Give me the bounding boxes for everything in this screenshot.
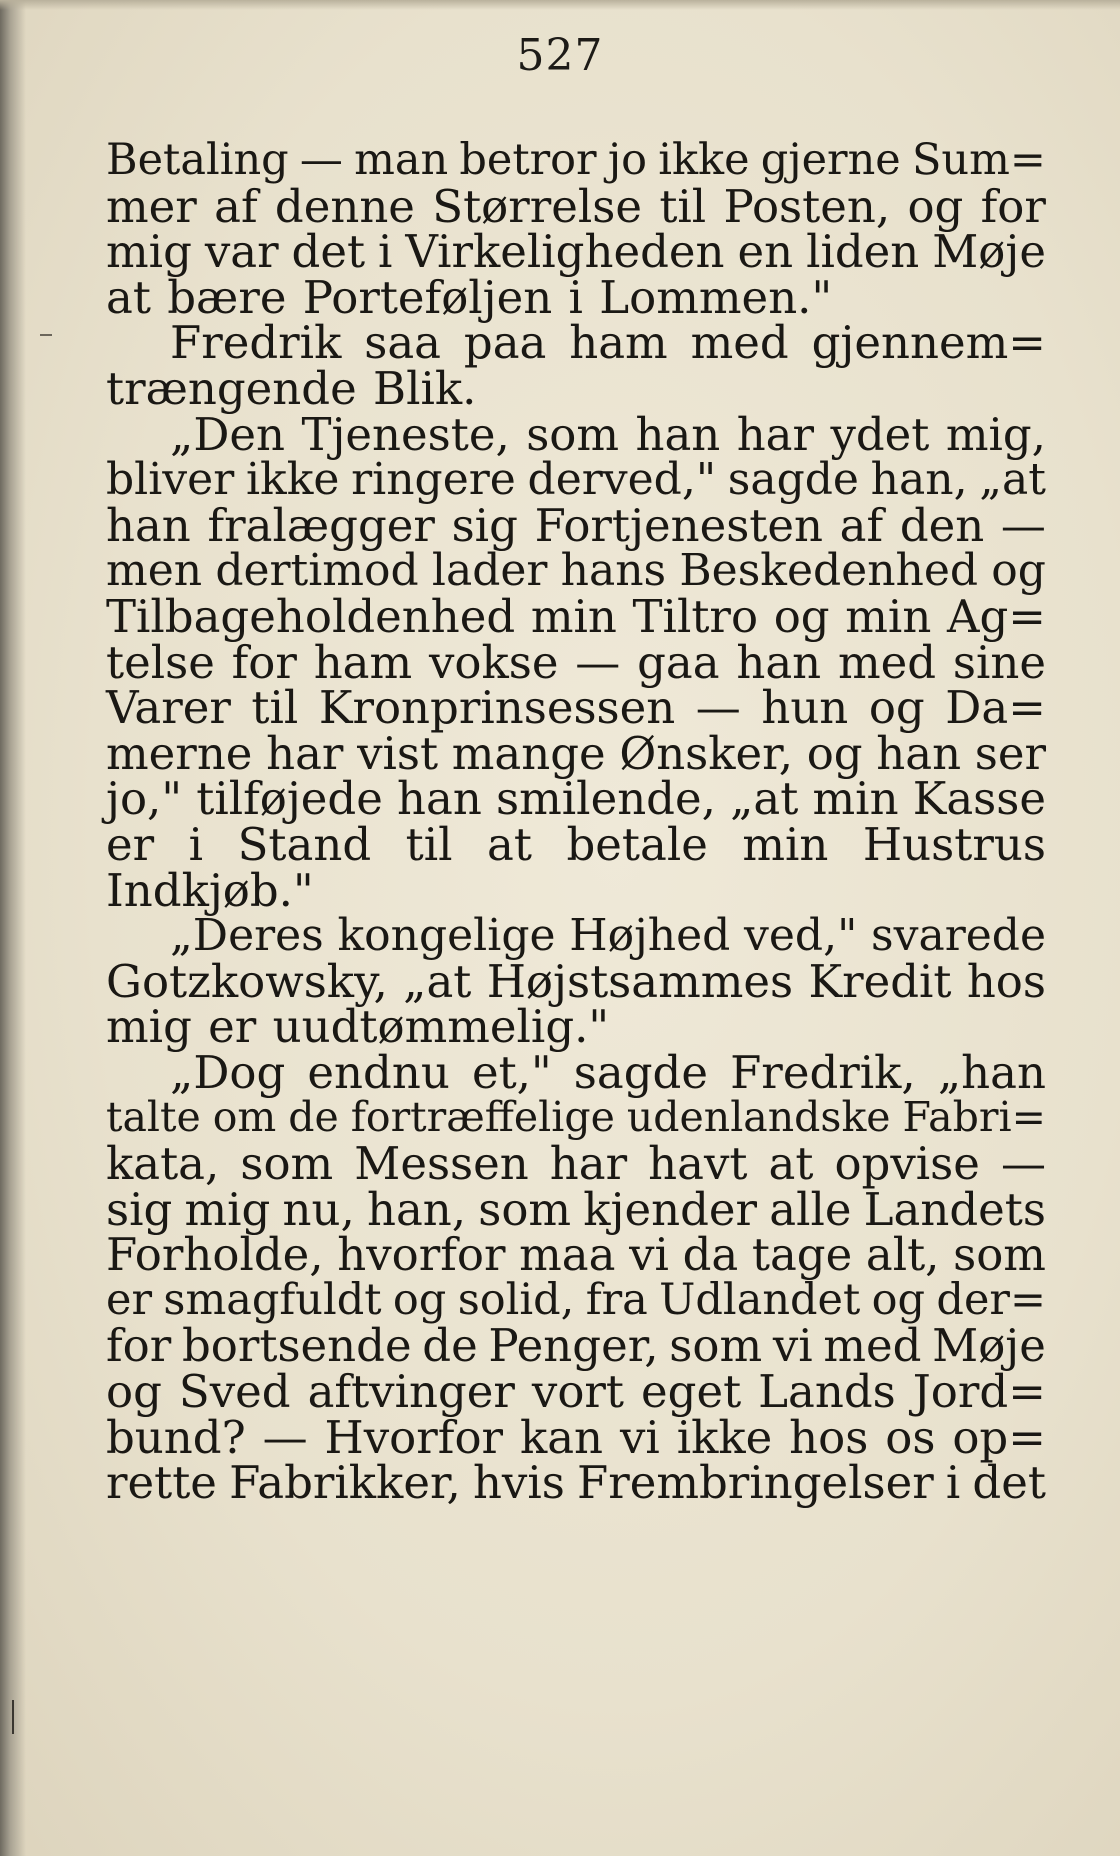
word: sagde — [573, 1045, 708, 1099]
word: telse — [106, 635, 215, 689]
word: ved," — [744, 910, 858, 962]
word: — — [1000, 498, 1046, 552]
word: vi — [772, 1319, 813, 1373]
word: Forholde, — [106, 1228, 324, 1282]
word: sig — [106, 1182, 173, 1236]
word: hos — [789, 1410, 869, 1464]
text-line — [106, 1228, 1046, 1282]
word: et," — [471, 1045, 552, 1099]
word: har — [549, 1137, 628, 1191]
word: jo," — [106, 772, 183, 826]
word: op= — [952, 1410, 1046, 1464]
word: Højstsammes — [486, 954, 794, 1008]
word: paa — [463, 316, 547, 370]
word: for — [231, 635, 297, 689]
word: han — [106, 498, 191, 552]
word: og — [806, 726, 863, 780]
text-line — [106, 407, 1046, 461]
word: smagfuldt — [163, 1274, 382, 1325]
word: til — [659, 179, 707, 233]
word: Penger, — [488, 1319, 659, 1373]
word: hans — [560, 545, 667, 597]
word: er — [106, 817, 155, 871]
word: Tjeneste, — [301, 407, 510, 461]
edge-mark — [12, 1700, 14, 1734]
word: betale — [566, 817, 708, 871]
word: Hvorfor — [324, 1410, 504, 1464]
word: til — [251, 681, 299, 735]
word: har — [266, 726, 344, 780]
word: at — [487, 817, 532, 871]
word: som — [240, 1137, 334, 1191]
word: fortræffelige — [350, 1093, 615, 1142]
word: mig — [106, 225, 192, 279]
text-line — [106, 1095, 1046, 1141]
word: tilføjede — [196, 772, 383, 826]
word: betror — [459, 135, 597, 185]
word: Landets — [863, 1182, 1046, 1236]
word: som — [669, 1319, 763, 1373]
word: kata, — [106, 1137, 220, 1191]
text-line: mig er uudtømmelig." — [106, 1000, 610, 1054]
word: Ønsker, — [619, 726, 794, 780]
word: Da= — [945, 681, 1046, 735]
word: og — [991, 545, 1046, 597]
text-line — [106, 179, 1046, 233]
text-line — [106, 1456, 1046, 1510]
word: gjennem= — [811, 316, 1046, 370]
text-line — [106, 498, 1046, 552]
word: som — [478, 1182, 572, 1236]
word: Fredrik, — [730, 1045, 916, 1099]
text-line — [106, 1410, 1046, 1464]
body-text — [106, 135, 1046, 1510]
word: fralægger — [207, 498, 435, 552]
word: Kredit — [808, 954, 952, 1008]
text-line — [106, 454, 1046, 506]
word: Tilbageholdenhed — [106, 589, 516, 643]
word: alt, — [865, 1228, 940, 1282]
word: ser — [974, 726, 1046, 780]
text-line — [106, 135, 1046, 185]
word: merne — [106, 726, 253, 780]
word: Kasse — [912, 772, 1046, 826]
word: „at — [979, 454, 1046, 506]
word: man — [354, 135, 449, 185]
word: han, — [366, 1182, 467, 1236]
word: Møje — [932, 225, 1046, 279]
word: med — [823, 1319, 922, 1373]
word: kan — [519, 1410, 604, 1464]
word: for — [106, 1319, 172, 1373]
word: det — [291, 225, 366, 279]
word: og — [773, 589, 830, 643]
text-line — [106, 316, 1046, 370]
word: i — [945, 1456, 961, 1510]
word: hun — [761, 681, 849, 735]
word: mange — [451, 726, 606, 780]
word: „Den — [170, 407, 286, 461]
word: — — [1000, 1137, 1046, 1191]
word: som — [526, 407, 620, 461]
word: Gotzkowsky, — [106, 954, 388, 1008]
word: kjender — [583, 1182, 758, 1236]
text-line — [106, 545, 1046, 597]
word: „at — [403, 954, 472, 1008]
word: med — [690, 316, 789, 370]
word: tage — [751, 1228, 853, 1282]
word: sagde — [727, 454, 859, 506]
word: saa — [364, 316, 441, 370]
word: af — [839, 498, 884, 552]
word: som — [953, 1228, 1046, 1282]
word: maa — [519, 1228, 616, 1282]
word: gjerne — [760, 135, 901, 185]
page-top-edge — [0, 0, 1120, 10]
word: ham — [313, 635, 413, 689]
word: Betaling — [106, 135, 289, 185]
word: mig, — [945, 407, 1046, 461]
margin-mark — [40, 334, 52, 336]
text-line — [106, 954, 1046, 1008]
word: Højhed — [569, 910, 731, 962]
word: lader — [431, 545, 548, 597]
word: for — [980, 179, 1046, 233]
word: derved," — [527, 454, 717, 506]
word: havt — [648, 1137, 748, 1191]
word: var — [204, 225, 279, 279]
word: Møje — [932, 1319, 1046, 1373]
word: vort — [531, 1365, 625, 1419]
word: Fredrik — [170, 316, 342, 370]
word: Fortjenesten — [534, 498, 823, 552]
word: Størrelse — [432, 179, 643, 233]
word: Posten, — [723, 179, 891, 233]
text-line — [106, 910, 1046, 962]
word: hos — [966, 954, 1046, 1008]
word: han — [736, 635, 822, 689]
word: til — [405, 817, 453, 871]
word: han — [876, 726, 962, 780]
word: om — [212, 1093, 277, 1142]
word: og — [868, 681, 925, 735]
word: Hustrus — [862, 817, 1046, 871]
text-line: trængende Blik. — [106, 361, 477, 415]
word: os — [885, 1410, 936, 1464]
word: min — [742, 817, 829, 871]
word: vi — [629, 1228, 669, 1282]
word: bortsende — [181, 1319, 412, 1373]
word: Fabri= — [902, 1093, 1046, 1142]
word: dertimod — [215, 545, 419, 597]
text-line — [106, 817, 1046, 871]
text-line — [106, 1319, 1046, 1373]
word: af — [214, 179, 258, 233]
word: smilende, — [496, 772, 716, 826]
word: og — [871, 1274, 926, 1325]
word: ikke — [245, 454, 340, 506]
word: og — [392, 1274, 447, 1325]
word: alle — [769, 1182, 852, 1236]
word: „han — [937, 1045, 1046, 1099]
word: at — [768, 1137, 814, 1191]
word: eget — [641, 1365, 742, 1419]
word: vist — [357, 726, 439, 780]
word: og — [907, 179, 964, 233]
word: han — [397, 772, 482, 826]
word: svarede — [871, 910, 1046, 962]
word: Ag= — [946, 589, 1046, 643]
word: ringere — [351, 454, 516, 506]
word: talte — [106, 1093, 201, 1142]
word: bund? — [106, 1410, 246, 1464]
word: og — [106, 1365, 162, 1419]
word: men — [106, 545, 203, 597]
word: vi — [619, 1410, 660, 1464]
text-line — [106, 1137, 1046, 1191]
word: i — [188, 817, 204, 871]
word: Lands — [758, 1365, 896, 1419]
text-line — [106, 1365, 1046, 1419]
text-line — [106, 726, 1046, 780]
text-line — [106, 681, 1046, 735]
word: gaa — [637, 635, 720, 689]
word: med — [837, 635, 937, 689]
word: „at — [730, 772, 799, 826]
word: min — [845, 589, 932, 643]
word: sig — [451, 498, 518, 552]
word: de — [422, 1319, 478, 1373]
word: ikke — [676, 1410, 773, 1464]
text-line — [106, 589, 1046, 643]
word: Fabrikker, — [229, 1456, 461, 1510]
word: det — [972, 1456, 1046, 1510]
word: ham — [569, 316, 668, 370]
text-line — [106, 1182, 1046, 1236]
word: han, — [870, 454, 968, 506]
word: mig — [184, 1182, 271, 1236]
text-line: Indkjøb." — [106, 863, 314, 917]
word: — — [299, 135, 343, 185]
word: sine — [952, 635, 1046, 689]
word: — — [695, 681, 741, 735]
word: „Deres — [170, 910, 324, 962]
word: de — [288, 1093, 339, 1142]
text-line — [106, 635, 1046, 689]
word: Sved — [178, 1365, 291, 1419]
word: hvorfor — [337, 1228, 506, 1282]
page-number: 527 — [516, 30, 604, 81]
word: opvise — [834, 1137, 980, 1191]
word: udenlandske — [626, 1093, 891, 1142]
word: Stand — [237, 817, 372, 871]
text-line — [106, 772, 1046, 826]
binding-shadow — [0, 0, 26, 1856]
text-line — [106, 1045, 1046, 1099]
word: — — [575, 635, 621, 689]
word: min — [530, 589, 617, 643]
word: fra — [585, 1274, 648, 1325]
word: der= — [936, 1274, 1046, 1325]
word: i — [378, 225, 393, 279]
word: hvis — [472, 1456, 565, 1510]
word: rette — [106, 1456, 217, 1510]
word: denne — [274, 179, 415, 233]
word: ydet — [830, 407, 930, 461]
text-line — [106, 1274, 1046, 1325]
word: — — [262, 1410, 308, 1464]
word: han — [635, 407, 721, 461]
word: min — [812, 772, 899, 826]
word: Messen — [354, 1137, 529, 1191]
word: nu, — [282, 1182, 355, 1236]
word: endnu — [307, 1045, 450, 1099]
word: bliver — [106, 454, 235, 506]
word: liden — [806, 225, 920, 279]
word: kongelige — [337, 910, 556, 962]
word: jo — [607, 135, 648, 185]
word: vokse — [428, 635, 559, 689]
word: solid, — [457, 1274, 575, 1325]
text-line — [106, 225, 1046, 279]
word: en — [737, 225, 794, 279]
word: da — [682, 1228, 739, 1282]
text-line: at bære Porteføljen i Lommen." — [106, 270, 833, 324]
word: „Dog — [170, 1045, 286, 1099]
word: Virkeligheden — [405, 225, 725, 279]
word: den — [899, 498, 985, 552]
word: Udlandet — [659, 1274, 861, 1325]
word: ikke — [658, 135, 750, 185]
word: Tiltro — [632, 589, 759, 643]
word: er — [106, 1274, 153, 1325]
word: aftvinger — [307, 1365, 515, 1419]
word: Sum= — [911, 135, 1046, 185]
word: Beskedenhed — [679, 545, 979, 597]
word: Frembringelser — [576, 1456, 934, 1510]
word: Kronprinsessen — [318, 681, 676, 735]
word: mer — [106, 179, 197, 233]
word: Jord= — [912, 1365, 1046, 1419]
word: har — [736, 407, 815, 461]
word: Varer — [106, 681, 231, 735]
